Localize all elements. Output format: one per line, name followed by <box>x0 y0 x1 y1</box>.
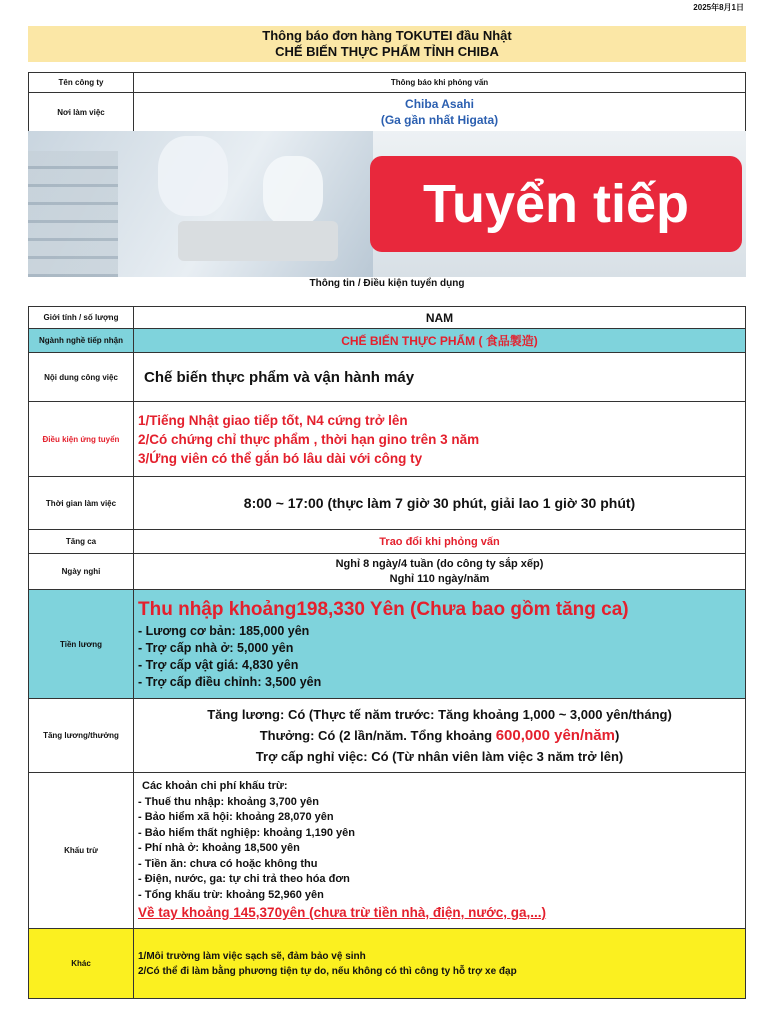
company-label: Tên công ty <box>29 73 134 93</box>
condition-item: 1/Tiếng Nhật giao tiếp tốt, N4 cứng trở lên <box>138 412 408 428</box>
workplace-line2: (Ga gần nhất Higata) <box>380 113 499 127</box>
industry-label: Ngành nghề tiếp nhận <box>29 329 134 353</box>
deduction-item: - Phí nhà ở: khoảng 18,500 yên <box>138 842 300 854</box>
recruiting-badge: Tuyển tiếp <box>370 156 742 252</box>
deduction-item: - Điện, nước, ga: tự chi trả theo hóa đơn <box>138 873 350 885</box>
salary-label: Tiền lương <box>29 590 134 699</box>
raise-line1: Tăng lương: Có (Thực tế năm trước: Tăng khoảng 1,000 ~ 3,000 yên/tháng) <box>207 707 672 722</box>
photo-worker <box>263 156 323 226</box>
deduction-item: - Bảo hiểm xã hội: khoảng 28,070 yên <box>138 811 334 823</box>
hours-value: 8:00 ~ 17:00 (thực làm 7 giờ 30 phút, giải lao 1 giờ 30 phút) <box>134 477 746 530</box>
workplace-line1: Chiba Asahi <box>405 97 474 111</box>
other-value <box>134 929 746 999</box>
holidays-value <box>134 554 746 590</box>
condition-item: 2/Có chứng chỉ thực phẩm , thời hạn gino trên 3 năm <box>138 431 480 447</box>
raise-label: Tăng lương/thưởng <box>29 699 134 773</box>
salary-item: - Lương cơ bản: 185,000 yên <box>138 624 310 638</box>
company-table <box>28 72 746 132</box>
salary-headline: Thu nhập khoảng198,330 Yên (Chưa bao gồm tăng ca) <box>138 599 629 620</box>
bonus-suffix: ) <box>614 728 620 743</box>
deductions-label: Khấu trừ <box>29 773 134 929</box>
raise-line3: Trợ cấp nghỉ việc: Có (Từ nhân viên làm việc 3 năm trở lên) <box>255 749 624 764</box>
title-line2: CHẾ BIẾN THỰC PHẨM TỈNH CHIBA <box>275 44 499 59</box>
conditions-label: Điều kiện ứng tuyển <box>29 402 134 477</box>
workplace-value <box>134 93 746 132</box>
conditions-table <box>28 306 746 999</box>
conditions-list <box>134 402 746 477</box>
content-label: Nội dung công việc <box>29 353 134 402</box>
title-line1: Thông báo đơn hàng TOKUTEI đầu Nhật <box>262 28 512 43</box>
hours-label: Thời gian làm việc <box>29 477 134 530</box>
workplace-label: Nơi làm việc <box>29 93 134 132</box>
content-value: Chế biến thực phẩm và vận hành máy <box>134 353 746 402</box>
deduction-item: - Thuế thu nhập: khoảng 3,700 yên <box>138 795 319 808</box>
bonus-prefix: Thưởng: Có (2 lần/năm. Tổng khoảng <box>259 728 496 743</box>
photo-shelf <box>28 151 118 277</box>
document-date: 2025年8月1日 <box>693 3 744 12</box>
deductions-value <box>134 773 746 929</box>
photo-worker <box>158 136 228 216</box>
salary-value <box>134 590 746 699</box>
holidays-line1: Nghỉ 8 ngày/4 tuần (do công ty sắp xếp) <box>335 557 544 570</box>
bonus-amount: 600,000 yên/năm <box>495 727 615 744</box>
deduction-item: - Tiền ăn: chưa có hoặc không thu <box>138 857 318 870</box>
bonus-line <box>138 725 741 746</box>
industry-value: CHẾ BIẾN THỰC PHẨM ( 食品製造) <box>134 329 746 353</box>
deduction-item: - Bảo hiểm thất nghiệp: khoảng 1,190 yên <box>138 826 355 839</box>
net-income: Về tay khoảng 145,370yên (chưa trừ tiền nhà, điện, nước, ga,...) <box>138 905 547 920</box>
condition-item: 3/Ứng viên có thể gắn bó lâu dài với công ty <box>138 450 423 466</box>
other-item: 2/Có thể đi làm bằng phương tiện tự do, nếu không có thì công ty hỗ trợ xe đạp <box>138 965 517 977</box>
other-label: Khác <box>29 929 134 999</box>
company-value: Thông báo khi phỏng vấn <box>134 73 746 93</box>
salary-item: - Trợ cấp vật giá: 4,830 yên <box>138 658 299 672</box>
overtime-value: Trao đổi khi phỏng vấn <box>134 530 746 554</box>
gender-value: NAM <box>134 307 746 329</box>
deduction-item: - Tổng khấu trừ: khoảng 52,960 yên <box>138 888 324 901</box>
title-banner <box>28 26 746 62</box>
salary-item: - Trợ cấp nhà ở: 5,000 yên <box>138 641 294 655</box>
photo-tray <box>178 221 338 261</box>
section-caption: Thông tin / Điều kiện tuyển dụng <box>309 278 465 289</box>
raise-value <box>134 699 746 773</box>
other-item: 1/Môi trường làm việc sạch sẽ, đảm bảo vệ sinh <box>138 950 366 962</box>
deductions-intro: Các khoản chi phí khấu trừ: <box>142 780 288 792</box>
holidays-line2: Nghỉ 110 ngày/năm <box>389 572 490 585</box>
overtime-label: Tăng ca <box>29 530 134 554</box>
gender-label: Giới tính / số lượng <box>29 307 134 329</box>
holidays-label: Ngày nghỉ <box>29 554 134 590</box>
salary-item: - Trợ cấp điều chỉnh: 3,500 yên <box>138 675 322 689</box>
